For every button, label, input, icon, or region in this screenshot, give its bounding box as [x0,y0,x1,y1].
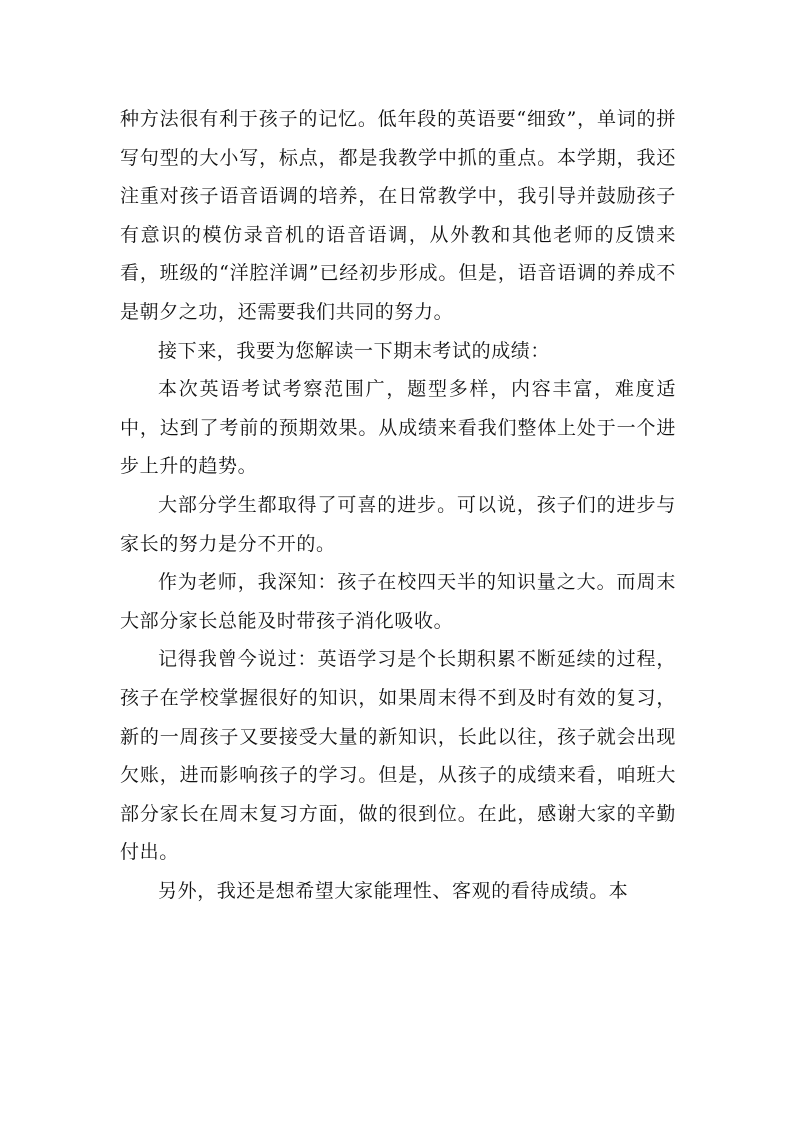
paragraph-review-importance: 记得我曾今说过：英语学习是个长期积累不断延续的过程，孩子在学校掌握很好的知识，如果周末得不到及时有效的复习，新的一周孩子又要接受大量的新知识，长此以往，孩子就会出现欠账，进而影响孩子的学习。但是，从孩子的成绩来看，咱班大部分家长在周末复习方面，做的很到位。在此，感谢大家的辛勤付出。 [120,648,676,864]
body-text [120,100,676,910]
paragraph-continuation: 种方法很有利于孩子的记忆。低年段的英语要“细致”，单词的拼写句型的大小写，标点，都是我教学中抓的重点。本学期，我还注重对孩子语音语调的培养，在日常教学中，我引导并鼓励孩子有意识的模仿录音机的语音语调，从外教和其他老师的反馈来看，班级的“洋腔洋调”已经初步形成。但是，语音语调的养成不是朝夕之功，还需要我们共同的努力。 [120,108,676,323]
paragraph-exam-intro: 接下来，我要为您解读一下期末考试的成绩： [158,339,551,362]
paragraph-exam-overview: 本次英语考试考察范围广，题型多样，内容丰富，难度适中，达到了考前的预期效果。从成绩来看我们整体上处于一个进步上升的趋势。 [120,378,676,478]
paragraph-closing-start: 另外，我还是想希望大家能理性、客观的看待成绩。本 [158,879,629,902]
paragraph-student-progress: 大部分学生都取得了可喜的进步。可以说，孩子们的进步与家长的努力是分不开的。 [120,493,676,555]
paragraph-teacher-view: 作为老师，我深知：孩子在校四天半的知识量之大。而周末大部分家长总能及时带孩子消化吸收。 [120,571,676,632]
